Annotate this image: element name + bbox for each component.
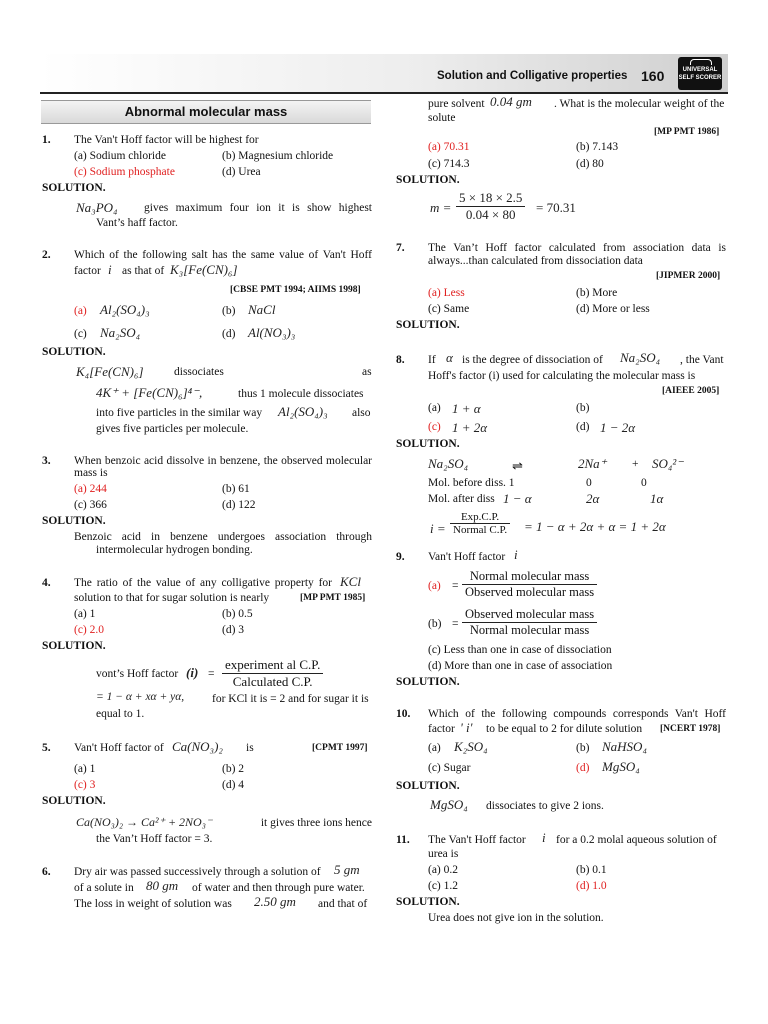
q2-solution-label: SOLUTION. — [42, 346, 106, 358]
q5-solution-label: SOLUTION. — [42, 795, 106, 807]
q2-i-symbol: i — [108, 262, 112, 277]
q7-option-a: (a) Less — [428, 287, 465, 299]
q8-line1a: If — [428, 354, 436, 366]
q5-option-c: (c) 3 — [74, 779, 96, 791]
q6-line4a: pure solvent — [428, 98, 485, 110]
q8-eq-plus: + — [632, 458, 639, 470]
q2-sol-formula2: 4K⁺ + [Fe(CN)₆]⁴⁻, — [96, 385, 203, 400]
q6-option-a: (a) 70.31 — [428, 141, 470, 153]
q11-line1a: The Van't Hoff factor — [428, 834, 526, 846]
q2-option-b-label: (b) — [222, 305, 236, 317]
q10-option-b-label: (b) — [576, 742, 590, 754]
q9-option-a-fraction — [462, 569, 597, 600]
q2-as-that: as that of — [122, 265, 165, 277]
q9-option-b-num: Observed molecular mass — [462, 607, 597, 623]
q11-line2: urea is — [428, 848, 459, 860]
q11-solution-label: SOLUTION. — [396, 896, 460, 908]
q6-sol-fraction — [456, 190, 525, 223]
q9-option-b-eq: = — [452, 618, 459, 630]
q9-solution-label: SOLUTION. — [396, 676, 460, 688]
q6-sol-denominator: 0.04 × 80 — [465, 207, 516, 222]
q8-line1b: is the degree of dissociation of — [462, 354, 603, 366]
q1-option-b: (b) Magnesium chloride — [222, 150, 334, 162]
q4-sol-label: vont’s Hoff factor — [96, 668, 179, 680]
q8-source: [AIEEE 2005] — [662, 386, 720, 396]
q2-sol-as: as — [362, 366, 372, 378]
q8-row2-label: Mol. after diss — [428, 493, 495, 505]
q4-sol-text2: for KCl it is = 2 and for sugar it is — [212, 693, 369, 705]
q11-option-a: (a) 0.2 — [428, 864, 459, 876]
q9-option-b-den: Normal molecular mass — [469, 623, 590, 637]
q10-line2b: to be equal to 2 for dilute solution — [486, 723, 643, 735]
q7-number: 7. — [396, 242, 405, 254]
q5-is: is — [246, 742, 254, 754]
q5-text: Van't Hoff factor of — [74, 742, 164, 754]
q6-option-b: (b) 7.143 — [576, 141, 619, 153]
q2-option-d: Al(NO₃)₃ — [248, 325, 296, 340]
q3-text2: mass is — [74, 467, 108, 479]
q4-text2: solution to that for sugar solution is nearly — [74, 592, 270, 604]
q10-option-d: MgSO₄ — [602, 759, 640, 774]
q10-option-b: NaHSO₄ — [602, 739, 647, 754]
q4-option-c: (c) 2.0 — [74, 624, 105, 636]
q11-option-d: (d) 1.0 — [576, 880, 607, 892]
q5-option-d: (d) 4 — [222, 779, 245, 791]
q2-sol-text1: dissociates — [174, 366, 224, 378]
q8-sol-denominator: Normal C.P. — [453, 524, 508, 536]
q4-sol-denominator: Calculated C.P. — [232, 674, 313, 689]
q9-i-symbol: i — [514, 547, 518, 562]
q3-text: When benzoic acid dissolve in benzene, the observed molecular — [74, 455, 372, 467]
q2-option-d-label: (d) — [222, 328, 236, 340]
q9-option-a-eq: = — [452, 580, 459, 592]
q8-row1-v2: 0 — [641, 477, 647, 489]
q2-sol-formula3: Al₂(SO₄)₃ — [278, 404, 328, 419]
q2-sol-text2: thus 1 molecule dissociates — [238, 388, 364, 400]
q9-text: Van't Hoff factor — [428, 551, 506, 563]
q6-line2b: of water and then through pure water. — [192, 882, 365, 894]
q4-sol-line: = 1 − α + xα + yα, — [96, 691, 185, 703]
q4-option-d: (d) 3 — [222, 624, 245, 636]
q10-text: Which of the following compounds corresponds Van't Hoff — [428, 708, 726, 720]
q7-text2: always...than calculated from dissociation data — [428, 255, 643, 267]
q11-option-b: (b) 0.1 — [576, 864, 607, 876]
q4-option-b: (b) 0.5 — [222, 608, 253, 620]
q8-line2: Hoff's factor (i) used for calculating the molecular mass is — [428, 370, 696, 382]
q11-number: 11. — [396, 834, 410, 846]
q7-text: The Van’t Hoff factor calculated from association data is — [428, 242, 726, 254]
q8-eq-product2: SO₄²⁻ — [652, 456, 684, 471]
q2-sol-formula1: K₄[Fe(CN)₆] — [76, 364, 144, 379]
q6-line3a: The loss in weight of solution was — [74, 898, 232, 910]
q10-number: 10. — [396, 708, 411, 720]
q8-row1-v1: 0 — [586, 477, 592, 489]
q7-option-d: (d) More or less — [576, 303, 650, 315]
q10-line2a: factor — [428, 723, 455, 735]
q8-solution-label: SOLUTION. — [396, 438, 460, 450]
q9-option-d: (d) More than one in case of association — [428, 660, 613, 672]
q8-number: 8. — [396, 354, 405, 366]
q11-i-symbol: i — [542, 830, 546, 845]
q1-sol-text2: Vant’s haff factor. — [96, 217, 178, 229]
q9-option-a-label: (a) — [428, 580, 441, 592]
q5-sol-text1: it gives three ions hence — [260, 817, 372, 829]
q2-number: 2. — [42, 249, 51, 261]
q2-option-c: Na₂SO₄ — [100, 325, 141, 340]
q9-option-c: (c) Less than one in case of dissociation — [428, 644, 612, 656]
q3-sol-text2: intermolecular hydrogen bonding. — [96, 544, 253, 556]
q8-option-c: 1 + 2α — [452, 420, 488, 435]
q4-option-a: (a) 1 — [74, 608, 96, 620]
q1-option-d: (d) Urea — [222, 166, 261, 178]
q4-sol-i: (i) — [186, 665, 199, 680]
q6-sol-numerator: 5 × 18 × 2.5 — [456, 190, 525, 207]
q8-option-a: 1 + α — [452, 401, 481, 416]
q5-sol-equation: Ca(NO₃)₂ → Ca²⁺ + 2NO₃⁻ — [76, 815, 213, 829]
q2-sol-text3b: also — [352, 407, 371, 419]
q8-option-b-label: (b) — [576, 402, 590, 414]
q2-option-b: NaCl — [248, 302, 276, 317]
q8-sol-lhs: i = — [430, 521, 446, 536]
q8-eq-reactant: Na₂SO₄ — [428, 456, 469, 471]
q4-sol-equals: = — [208, 668, 215, 680]
q8-line1c: , the Vant — [680, 354, 724, 366]
q4-sol-text3: equal to 1. — [96, 708, 145, 720]
q7-solution-label: SOLUTION. — [396, 319, 460, 331]
q2-source: [CBSE PMT 1994; AIIMS 1998] — [230, 285, 361, 295]
q6-option-c: (c) 714.3 — [428, 158, 470, 170]
q4-sol-fraction — [222, 657, 323, 690]
q2-option-a: Al₂(SO₄)₃ — [100, 302, 150, 317]
q1-sol-text: gives maximum four ion it is show highest — [144, 202, 372, 214]
q11-sol-text: Urea does not give ion in the solution. — [428, 912, 604, 924]
header-title: Solution and Colligative properties — [437, 70, 628, 82]
q4-source: [MP PMT 1985] — [300, 593, 366, 603]
q10-sol-text: dissociates to give 2 ions. — [486, 800, 604, 812]
q9-option-b-label: (b) — [428, 618, 442, 630]
q10-option-a: K₂SO₄ — [454, 739, 488, 754]
q5-option-b: (b) 2 — [222, 763, 245, 775]
q3-option-d: (d) 122 — [222, 499, 256, 511]
q1-text: The Van't Hoff factor will be highest for — [74, 134, 259, 146]
q4-solution-label: SOLUTION. — [42, 640, 106, 652]
q1-option-a: (a) Sodium chloride — [74, 150, 166, 162]
q9-option-b-fraction — [462, 607, 597, 638]
q9-number: 9. — [396, 551, 405, 563]
q6-mass4: 0.04 gm — [490, 94, 532, 109]
q6-solution-label: SOLUTION. — [396, 174, 460, 186]
q2-text: Which of the following salt has the same value of Van't Hoff — [74, 249, 372, 261]
q8-row2-m3: 1α — [650, 491, 664, 506]
q2-ref-formula: K₃[Fe(CN)₆] — [170, 262, 238, 277]
q7-option-c: (c) Same — [428, 303, 470, 315]
q8-eq-product1: 2Na⁺ — [578, 456, 607, 471]
q1-option-c: (c) Sodium phosphate — [74, 166, 175, 178]
q2-text2: factor — [74, 265, 101, 277]
q2-sol-text4: gives five particles per molecule. — [96, 423, 249, 435]
q3-option-c: (c) 366 — [74, 499, 107, 511]
q2-option-c-label: (c) — [74, 328, 87, 340]
q6-mass1: 5 gm — [334, 862, 360, 877]
q3-number: 3. — [42, 455, 51, 467]
q6-mass3: 2.50 gm — [254, 894, 296, 909]
q3-option-a: (a) 244 — [74, 483, 107, 495]
q6-sol-rhs: = 70.31 — [536, 200, 576, 215]
q8-row2-m1: 1 − α — [503, 491, 532, 506]
q4-formula: KCl — [340, 574, 361, 589]
q8-row1-label: Mol. before diss. 1 — [428, 477, 515, 489]
q8-sol-fraction — [450, 511, 510, 536]
q9-option-a-num: Normal molecular mass — [462, 569, 597, 585]
q5-sol-text2: the Van’t Hoff factor = 3. — [96, 833, 213, 845]
q10-option-c: (c) Sugar — [428, 762, 471, 774]
q10-sol-formula: MgSO₄ — [430, 797, 468, 812]
q8-eq-arrow: ⇌ — [512, 458, 523, 473]
q7-option-b: (b) More — [576, 287, 618, 299]
section-title: Abnormal molecular mass — [41, 100, 371, 124]
q10-source: [NCERT 1978] — [660, 724, 721, 734]
q11-line1b: for a 0.2 molal aqueous solution of — [556, 834, 717, 846]
page-number: 160 — [641, 68, 665, 84]
q3-solution-label: SOLUTION. — [42, 515, 106, 527]
q3-option-b: (b) 61 — [222, 483, 250, 495]
q8-option-a-label: (a) — [428, 402, 441, 414]
q11-option-c: (c) 1.2 — [428, 880, 459, 892]
q4-number: 4. — [42, 577, 51, 589]
q8-alpha: α — [446, 350, 453, 365]
q5-source: [CPMT 1997] — [312, 743, 368, 753]
q8-sol-numerator: Exp.C.P. — [450, 511, 510, 524]
q6-option-d: (d) 80 — [576, 158, 604, 170]
q10-option-d-label: (d) — [576, 762, 590, 774]
q4-text: The ratio of the value of any colligative property for — [74, 577, 332, 589]
header-rule — [40, 92, 728, 94]
q10-solution-label: SOLUTION. — [396, 780, 460, 792]
q6-number: 6. — [42, 866, 51, 878]
q2-sol-text3: into five particles in the similar way — [96, 407, 263, 419]
publisher-logo: UNIVERSAL SELF SCORER — [678, 57, 722, 90]
q7-source: [JIPMER 2000] — [656, 271, 721, 281]
q5-formula: Ca(NO₃)₂ — [172, 739, 223, 754]
q1-sol-formula: Na₃PO₄ — [76, 200, 118, 215]
q1-number: 1. — [42, 134, 51, 146]
q1-solution-label: SOLUTION. — [42, 182, 106, 194]
q6-line3b: and that of — [318, 898, 368, 910]
q6-mass2: 80 gm — [146, 878, 179, 893]
q6-line1: Dry air was passed successively through a solution of — [74, 866, 321, 878]
q6-line4b: . What is the molecular weight of the — [554, 98, 725, 110]
q10-i-symbol: ' i' — [460, 720, 473, 735]
q6-source: [MP PMT 1986] — [654, 127, 720, 137]
q8-row2-m2: 2α — [586, 491, 600, 506]
q6-sol-lhs: m = — [430, 200, 452, 215]
q8-option-d: 1 − 2α — [600, 420, 636, 435]
q3-sol-text1: Benzoic acid in benzene undergoes association through — [74, 531, 372, 543]
q6-line2a: of a solute in — [74, 882, 134, 894]
q8-sol-rhs: = 1 − α + 2α + α = 1 + 2α — [524, 519, 666, 534]
q5-number: 5. — [42, 742, 51, 754]
q10-option-a-label: (a) — [428, 742, 441, 754]
q2-option-a-label: (a) — [74, 305, 87, 317]
q8-option-d-label: (d) — [576, 421, 590, 433]
q5-option-a: (a) 1 — [74, 763, 96, 775]
q8-formula: Na₂SO₄ — [620, 350, 661, 365]
q8-option-c-label: (c) — [428, 421, 441, 433]
q9-option-a-den: Observed molecular mass — [465, 585, 595, 599]
q4-sol-numerator: experiment al C.P. — [222, 657, 323, 674]
q6-line5: solute — [428, 112, 456, 124]
